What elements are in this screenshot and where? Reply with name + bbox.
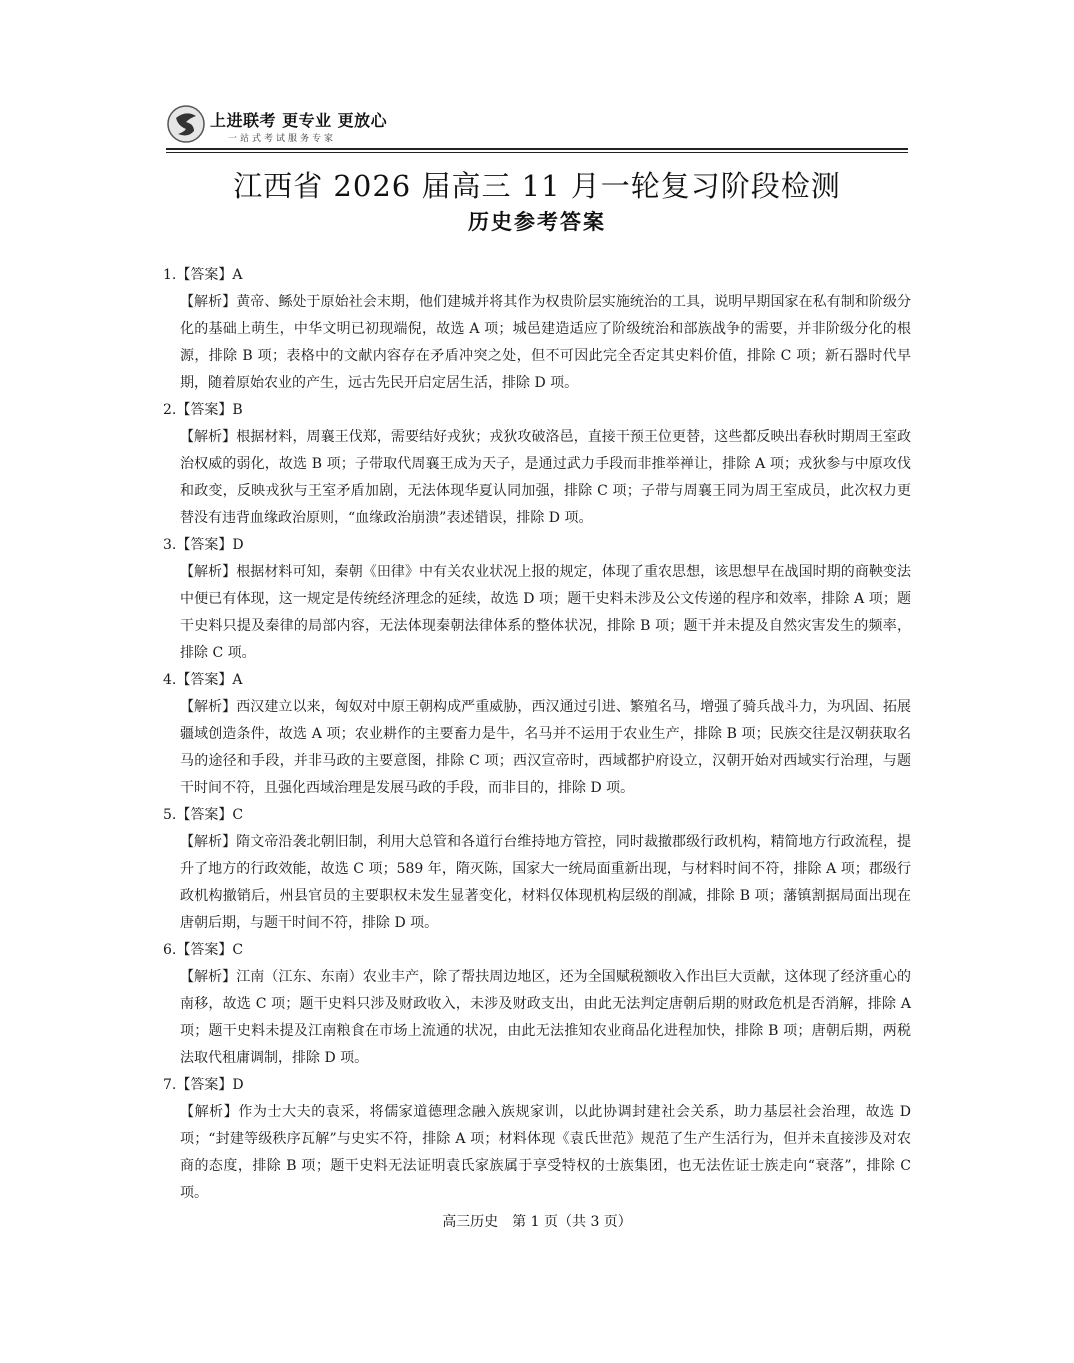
brand-slogan: 一站式考试服务专家 — [228, 134, 337, 144]
analysis-text: 【解析】西汉建立以来，匈奴对中原王朝构成严重威胁，西汉通过引进、繁殖名马，增强了骑兵战斗力，为巩固、拓展疆域创造条件，故选 A 项；农业耕作的主要畜力是牛，名马并不运用于农业生产，排除 B 项；民族交往是汉朝获取名马的途径和手段，并非马政的主要意图，排除 C 项；西汉宣帝时，西域都护府设立，汉朝开始对西域实行治理，与题干时间不符，且强化西域治理是发展马政的手段，而非目的，排除 D 项。 — [180, 699, 911, 796]
brand-name: 上进联考 更专业 更放心 — [210, 111, 388, 130]
page-title: 江西省 2026 届高三 11 月一轮复习阶段检测 — [233, 169, 841, 203]
answer-item-6 — [163, 937, 911, 1072]
answer-item-2 — [163, 397, 911, 532]
answer-list — [163, 262, 911, 1207]
answer-item-7 — [163, 1072, 911, 1207]
answer-item-3 — [163, 532, 911, 667]
analysis-text: 【解析】根据材料可知，秦朝《田律》中有关农业状况上报的规定，体现了重农思想，该思想早在战国时期的商鞅变法中便已有体现，这一规定是传统经济理念的延续，故选 D 项；题干史料未涉及公文传递的程序和效率，排除 A 项；题干史料只提及秦律的局部内容，无法体现秦朝法律体系的整体状况，排除 B 项；题干并未提及自然灾害发生的频率，排除 C 项。 — [180, 564, 911, 661]
analysis-text: 【解析】作为士大夫的袁采，将儒家道德理念融入族规家训，以此协调封建社会关系，助力基层社会治理，故选 D 项；“封建等级秩序瓦解”与史实不符，排除 A 项；材料体现《袁氏世范》规范了生产生活行为，但并未直接涉及对农商的态度，排除 B 项；题干史料无法证明袁氏家族属于享受特权的士族集团，也无法佐证士族走向“衰落”，排除 C 项。 — [180, 1104, 911, 1201]
answer-item-1 — [163, 262, 911, 397]
answer-line: 2.【答案】B — [163, 402, 243, 418]
analysis-text: 【解析】隋文帝沿袭北朝旧制，利用大总管和各道行台维持地方管控，同时裁撤郡级行政机构，精简地方行政流程，提升了地方的行政效能，故选 C 项；589 年，隋灭陈，国家大一统局面重新出现，与材料时间不符，排除 A 项；郡级行政机构撤销后，州县官员的主要职权未发生显著变化，材料仅体现机构层级的削减，排除 B 项；藩镇割据局面出现在唐朝后期，与题干时间不符，排除 D 项。 — [180, 834, 911, 931]
answer-line: 6.【答案】C — [163, 942, 244, 958]
answer-item-5 — [163, 802, 911, 937]
answer-item-4 — [163, 667, 911, 802]
page-header — [166, 102, 908, 152]
answer-line: 4.【答案】A — [163, 672, 243, 688]
answer-line: 7.【答案】D — [163, 1077, 244, 1093]
answer-line: 1.【答案】A — [163, 267, 243, 283]
page-footer: 高三历史 第 1 页（共 3 页） — [442, 1214, 632, 1230]
brand-logo-icon — [166, 104, 206, 144]
answer-line: 3.【答案】D — [163, 537, 244, 553]
header-rule-thick — [166, 148, 908, 150]
analysis-text: 【解析】根据材料，周襄王伐郑，需要结好戎狄；戎狄攻破洛邑，直接干预王位更替，这些都反映出春秋时期周王室政治权威的弱化，故选 B 项；子带取代周襄王成为天子，是通过武力手段而非推举禅让，排除 A 项；戎狄参与中原攻伐和政变，反映戎狄与王室矛盾加剧，无法体现华夏认同加强，排除 C 项；子带与周襄王同为周王室成员，此次权力更替没有违背血缘政治原则，“血缘政治崩溃”表述错误，排除 D 项。 — [180, 429, 911, 526]
header-rule-thin — [166, 152, 908, 153]
analysis-text: 【解析】黄帝、鲧处于原始社会末期，他们建城并将其作为权贵阶层实施统治的工具，说明早期国家在私有制和阶级分化的基础上萌生，中华文明已初现端倪，故选 A 项；城邑建造适应了阶级统治和部族战争的需要，并非阶级分化的根源，排除 B 项；表格中的文献内容存在矛盾冲突之处，但不可因此完全否定其史料价值，排除 C 项；新石器时代早期，随着原始农业的产生，远古先民开启定居生活，排除 D 项。 — [180, 294, 911, 391]
answer-line: 5.【答案】C — [163, 807, 244, 823]
page-subtitle: 历史参考答案 — [468, 210, 606, 234]
analysis-text: 【解析】江南（江东、东南）农业丰产，除了帮扶周边地区，还为全国赋税额收入作出巨大贡献，这体现了经济重心的南移，故选 C 项；题干史料只涉及财政收入，未涉及财政支出，由此无法判定唐朝后期的财政危机是否消解，排除 A 项；题干史料未提及江南粮食在市场上流通的状况，由此无法推知农业商品化进程加快，排除 B 项；唐朝后期，两税法取代租庸调制，排除 D 项。 — [180, 969, 911, 1066]
